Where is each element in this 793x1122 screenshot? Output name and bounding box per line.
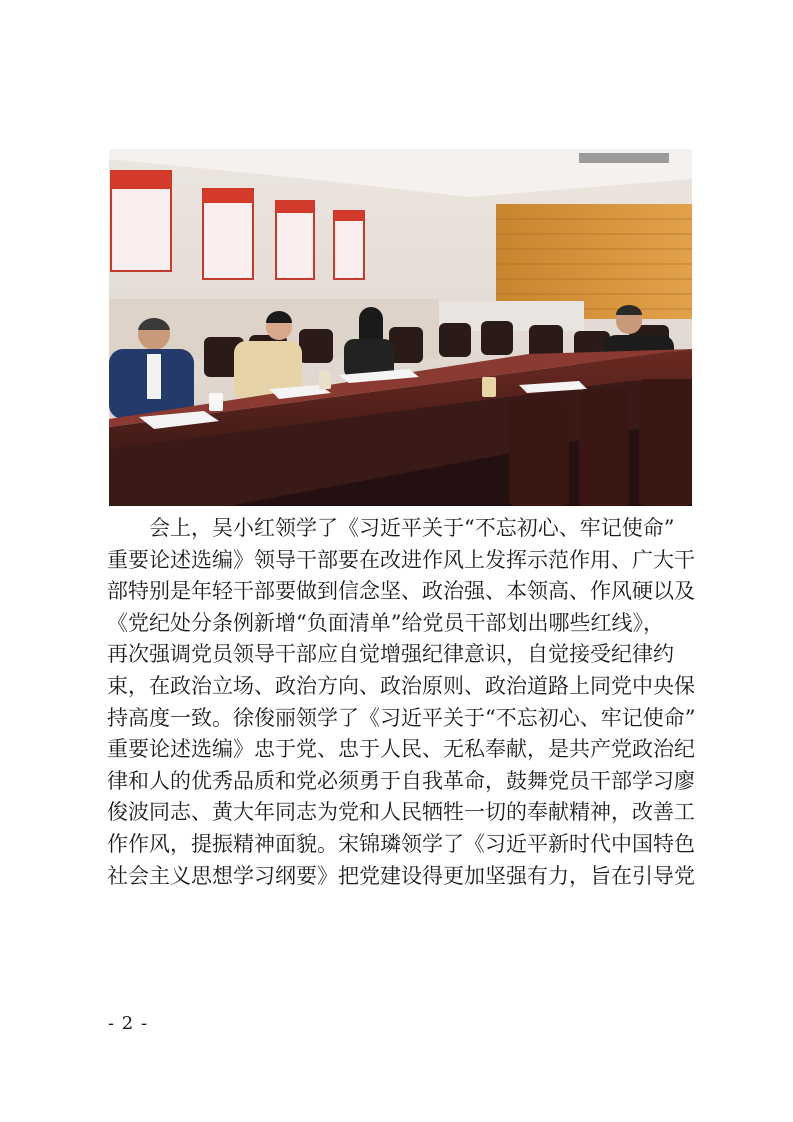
text-line: 俊波同志、黄大年同志为党和人民牺牲一切的奉献精神，改善工 <box>107 800 695 825</box>
page-number: - 2 - <box>108 1013 149 1034</box>
text-line: 重要论述选编》领导干部要在改进作风上发挥示范作用、广大干 <box>107 547 695 572</box>
text-line: 持高度一致。徐俊丽领学了《习近平关于“不忘初心、牢记使命” <box>107 705 696 730</box>
body-paragraph <box>107 513 696 892</box>
text-line: 会上，吴小红领学了《习近平关于“不忘初心、牢记使命” <box>149 516 675 540</box>
text-line: 《党纪处分条例新增“负面清单”给党员干部划出哪些红线》， <box>107 610 664 635</box>
text-line: 重要论述选编》忠于党、忠于人民、无私奉献，是共产党政治纪 <box>107 737 695 762</box>
text-line: 作作风，提振精神面貌。宋锦璘领学了《习近平新时代中国特色 <box>107 831 695 856</box>
meeting-photo <box>109 149 692 506</box>
text-line: 束，在政治立场、政治方向、政治原则、政治道路上同党中央保 <box>107 673 695 698</box>
text-line: 再次强调党员领导干部应自觉增强纪律意识，自觉接受纪律约 <box>107 642 674 667</box>
text-line: 社会主义思想学习纲要》把党建设得更加坚强有力，旨在引导党 <box>107 863 695 888</box>
text-line: 律和人的优秀品质和党必须勇于自我革命，鼓舞党员干部学习廖 <box>107 768 695 793</box>
text-line: 部特别是年轻干部要做到信念坚、政治强、本领高、作风硬以及 <box>107 579 695 604</box>
